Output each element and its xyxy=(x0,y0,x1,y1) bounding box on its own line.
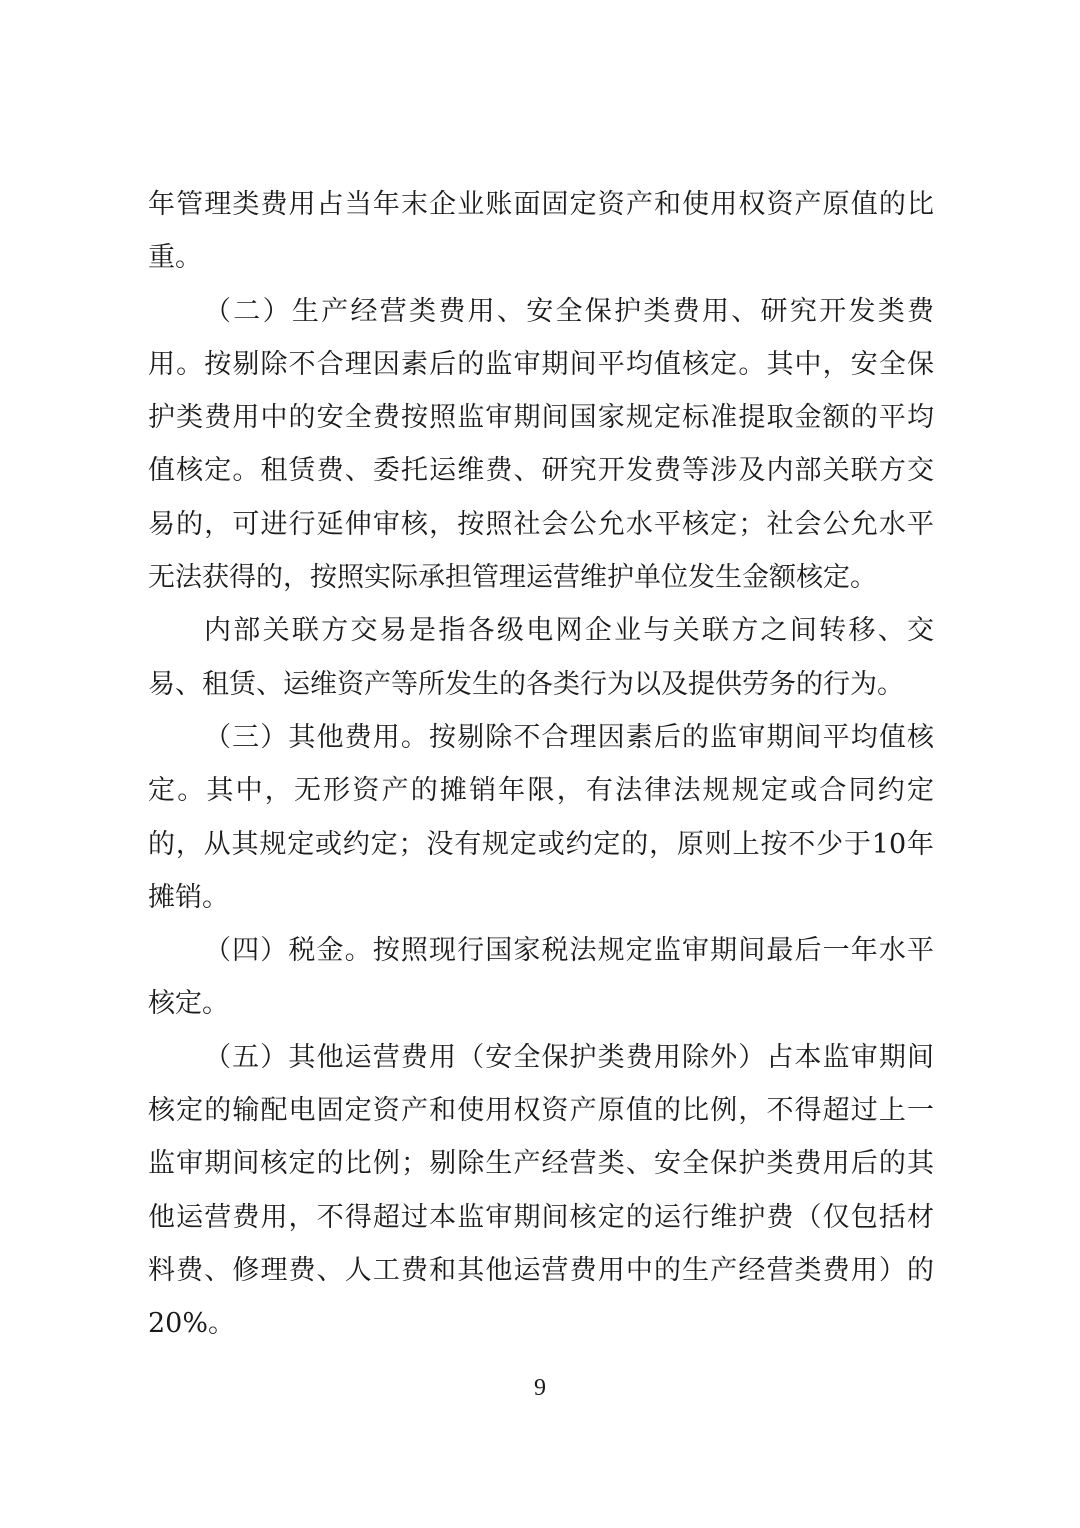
text-line: 重。 xyxy=(148,242,202,273)
text-line: 护类费用中的安全费按照监审期间国家规定标准提取金额的平均 xyxy=(148,402,934,433)
section-heading-4: （四）税金。按照现行国家税法规定监审期间最后一年水平 xyxy=(204,935,934,966)
text-line: 用。按剔除不合理因素后的监审期间平均值核定。其中，安全保 xyxy=(148,349,934,380)
text-line: 易、租赁、运维资产等所发生的各类行为以及提供劳务的行为。 xyxy=(148,669,904,700)
text-line: 的，从其规定或约定；没有规定或约定的，原则上按不少于10年 xyxy=(148,829,934,860)
text-line: 核定的输配电固定资产和使用权资产原值的比例，不得超过上一 xyxy=(148,1095,934,1126)
text-line: 他运营费用，不得超过本监审期间核定的运行维护费（仅包括材 xyxy=(148,1202,934,1233)
text-line: 摊销。 xyxy=(148,882,229,913)
text-line: 年管理类费用占当年末企业账面固定资产和使用权资产原值的比 xyxy=(148,189,934,220)
section-heading-3: （三）其他费用。按剔除不合理因素后的监审期间平均值核 xyxy=(204,722,934,753)
text-line: 监审期间核定的比例；剔除生产经营类、安全保护类费用后的其 xyxy=(148,1148,934,1179)
text-line: 易的，可进行延伸审核，按照社会公允水平核定；社会公允水平 xyxy=(148,509,934,540)
page-number: 9 xyxy=(534,1375,546,1401)
text-line: 20%。 xyxy=(148,1308,236,1339)
text-line: 无法获得的，按照实际承担管理运营维护单位发生金额核定。 xyxy=(148,562,877,593)
section-heading-2: （二）生产经营类费用、安全保护类费用、研究开发类费 xyxy=(204,296,934,327)
text-line: 值核定。租赁费、委托运维费、研究开发费等涉及内部关联方交 xyxy=(148,455,934,486)
paragraph-start: 内部关联方交易是指各级电网企业与关联方之间转移、交 xyxy=(204,615,934,646)
text-line: 定。其中，无形资产的摊销年限，有法律法规规定或合同约定 xyxy=(148,775,934,806)
section-heading-5: （五）其他运营费用（安全保护类费用除外）占本监审期间 xyxy=(204,1042,934,1073)
text-line: 核定。 xyxy=(148,988,229,1019)
text-line: 料费、修理费、人工费和其他运营费用中的生产经营类费用）的 xyxy=(148,1255,934,1286)
